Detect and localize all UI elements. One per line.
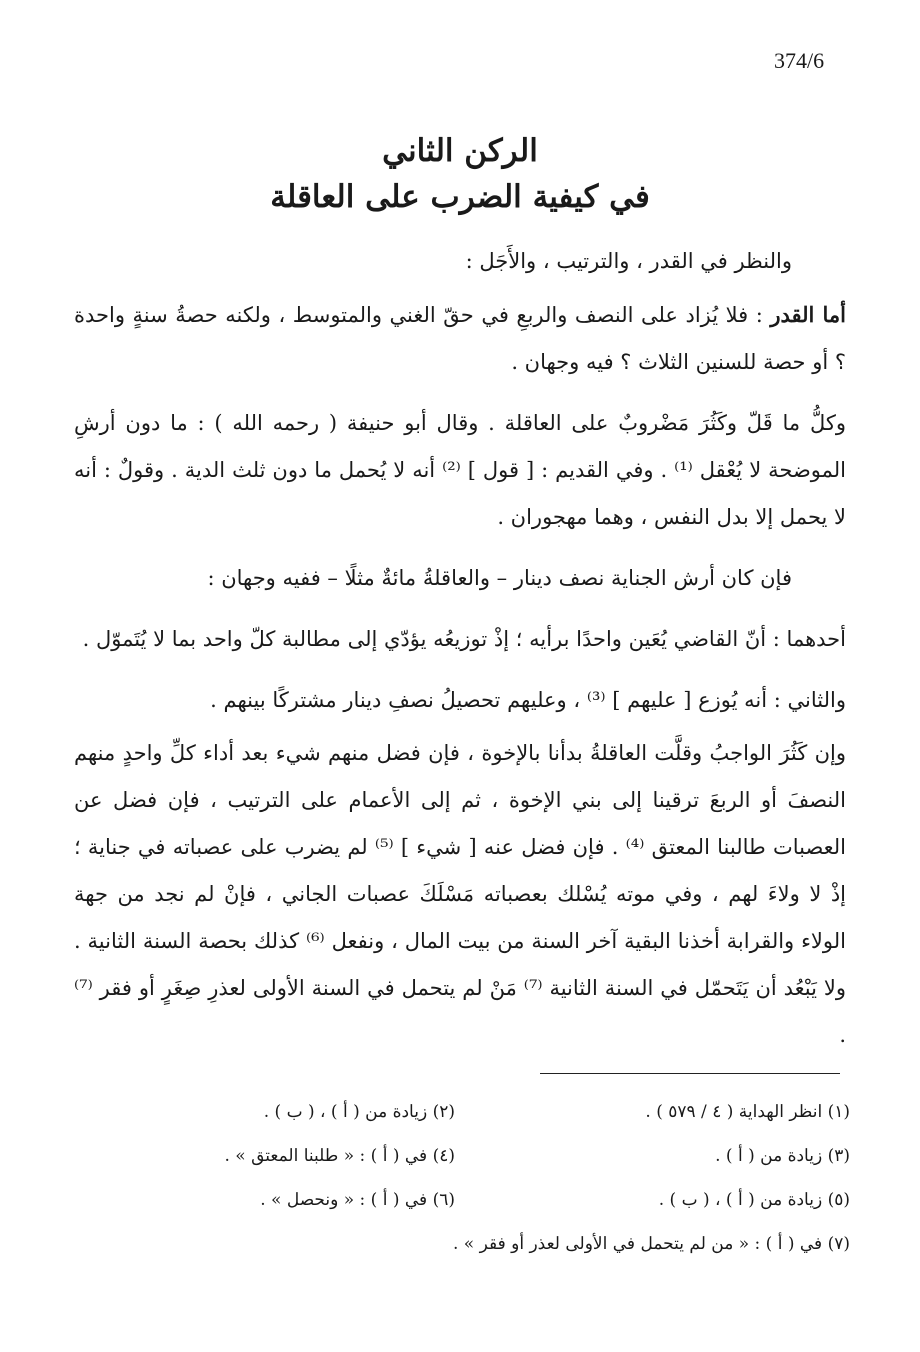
paragraph-text: وإن كَثُرَ الواجبُ وقلَّت العاقلةُ بدأنا بالإخوة ، فإن فضل منهم شيء بعد أداء كلِّ واحدٍ منهم النصفَ أو الربعَ ترقينا إلى بني الإخوة ، ثم إلى الأعمام على الترتيب ، فإن فضل عن العصبات طالبنا المعتق ⁽⁴⁾ . فإن فضل عنه [ شيء ] ⁽⁵⁾ لم يضرب على عصباته في جناية ؛ إذْ لا ولاءَ لهم ، وفي موته يُسْلك بعصباته مَسْلَكَ عصبات الجاني ، فإنْ لم نجد من جهة الولاء والقرابة أخذنا البقية آخر السنة من بيت المال ، ونفعل ⁽⁶⁾ كذلك بحصة السنة الثانية . ولا يَبْعُد أن يَتَحمّل في السنة الثانية ⁽⁷⁾ مَنْ لم يتحمل في السنة الأولى لعذرِ صِغَرٍ أو فقر ⁽⁷⁾ . (74, 741, 847, 1047)
footnotes (60, 1090, 850, 1266)
footnote: (٧) في ( أ ) : « من لم يتحمل في الأولى لعذر أو فقر » . (453, 1234, 850, 1254)
paragraph-text: وكلُّ ما قَلّ وكَثُرَ مَضْروبٌ على العاقلة . وقال أبو حنيفة ( رحمه الله ) : ما دون أرشِ الموضحة لا يُعْقل ⁽¹⁾ . وفي القديم : [ قول ] ⁽²⁾ أنه لا يُحمل ما دون ثلث الدية . وقولٌ : أنه لا يحمل إلا بدل النفس ، وهما مهجوران . (74, 411, 847, 529)
section-heading (0, 128, 920, 220)
footnote: (٤) في ( أ ) : « طلبنا المعتق » . (224, 1146, 455, 1166)
paragraph (74, 291, 846, 386)
section-subtitle: في كيفية الضرب على العاقلة (270, 179, 650, 215)
footnote-row (60, 1090, 850, 1134)
paragraph-text: والنظر في القدر ، والترتيب ، والأَجَل : (465, 249, 792, 273)
paragraph (74, 730, 846, 1059)
footnote: (١) انظر الهداية ( ٤ / ٥٧٩ ) . (645, 1102, 850, 1122)
footnote-row (60, 1178, 850, 1222)
footnote-row (60, 1222, 850, 1266)
paragraph-lead: أما القدر (770, 302, 847, 327)
footnote: (٦) في ( أ ) : « ونحصل » . (260, 1190, 455, 1210)
footnote: (٥) زيادة من ( أ ) ، ( ب ) . (658, 1190, 850, 1210)
paragraph-text: والثاني : أنه يُوزع [ عليهم ] ⁽³⁾ ، وعليهم تحصيلُ نصفِ دينار مشتركًا بينهم . (210, 688, 846, 712)
footnote-divider (540, 1073, 840, 1074)
paragraph-text: : فلا يُزاد على النصف والربعِ في حقّ الغني والمتوسط ، ولكنه حصةُ سنةٍ واحدة ؟ أو حصة للسنين الثلاث ؟ فيه وجهان . (74, 303, 846, 374)
paragraph-text: فإن كان أرش الجناية نصف دينار – والعاقلةُ مائةٌ مثلًا – ففيه وجهان : (207, 566, 792, 590)
paragraph (74, 555, 846, 602)
footnote: (٣) زيادة من ( أ ) . (715, 1146, 850, 1166)
section-title: الركن الثاني (382, 133, 538, 169)
body-text (74, 238, 846, 1065)
paragraph (74, 238, 846, 285)
paragraph (74, 400, 846, 541)
paragraph (74, 616, 846, 663)
page-number: 374/6 (774, 48, 825, 73)
footnote: (٢) زيادة من ( أ ) ، ( ب ) . (263, 1102, 455, 1122)
footnote-row (60, 1134, 850, 1178)
paragraph (74, 677, 846, 724)
paragraph-text: أحدهما : أنّ القاضي يُعَين واحدًا برأيه ؛ إذْ توزيعُه يؤدّي إلى مطالبة كلّ واحد بما لا يُتَموّل . (82, 627, 846, 651)
